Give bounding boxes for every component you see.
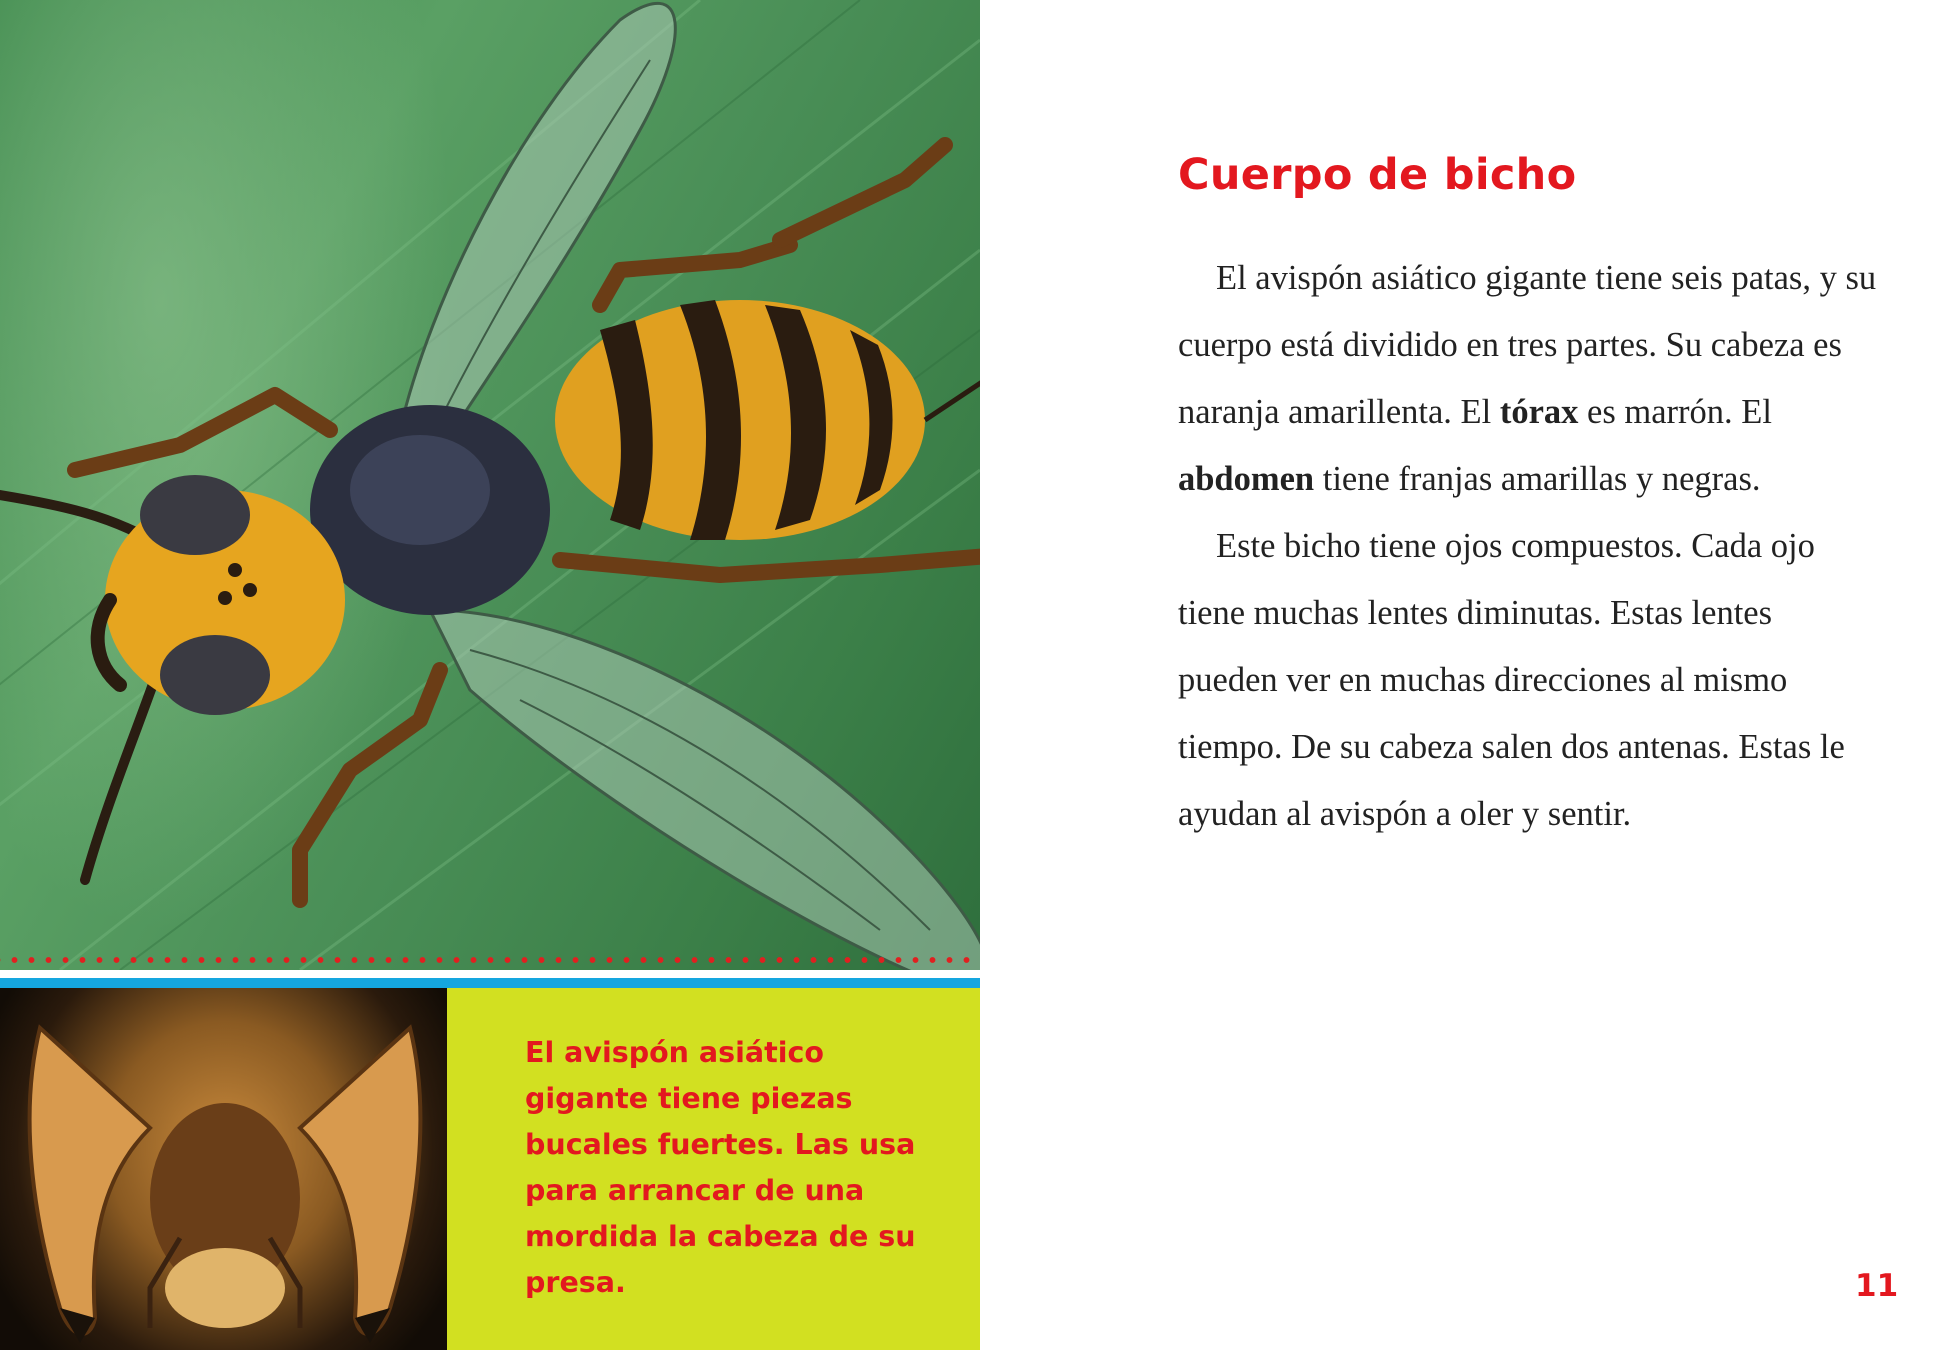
hornet-illustration: [0, 0, 980, 970]
paragraph-1: [1178, 245, 1878, 513]
body-text: [1178, 245, 1878, 848]
term-abdomen: abdomen: [1178, 460, 1315, 498]
paragraph-1-part-1: El avispón asiático gigante tiene seis patas, y su cuerpo está dividido en tres partes. Su cabeza es naranja amarillenta. El: [1178, 259, 1877, 431]
mandibles-photo: [0, 988, 447, 1350]
term-torax: tórax: [1499, 393, 1579, 431]
paragraph-1-part-2: es marrón. El: [1578, 393, 1772, 431]
paragraph-1-part-3: tiene franjas amarillas y negras.: [1314, 460, 1761, 498]
hornet-photo: [0, 0, 980, 970]
blue-divider: [0, 978, 980, 988]
dotted-divider: [0, 955, 980, 965]
page-number: 11: [1855, 1268, 1899, 1304]
caption-box: [447, 988, 980, 1350]
paragraph-2: [1178, 513, 1878, 848]
caption-text: El avispón asiático gigante tiene piezas bucales fuertes. Las usa para arrancar de una mordida la cabeza de su presa.: [525, 1036, 916, 1299]
section-heading: Cuerpo de bicho: [1178, 150, 1577, 200]
paragraph-2-text: Este bicho tiene ojos compuestos. Cada ojo tiene muchas lentes diminutas. Estas lentes pueden ver en muchas direcciones al mismo tiempo. De su cabeza salen dos antenas. Estas le ayudan al avispón a oler y sentir.: [1178, 527, 1845, 833]
mandibles-illustration: [0, 988, 447, 1350]
